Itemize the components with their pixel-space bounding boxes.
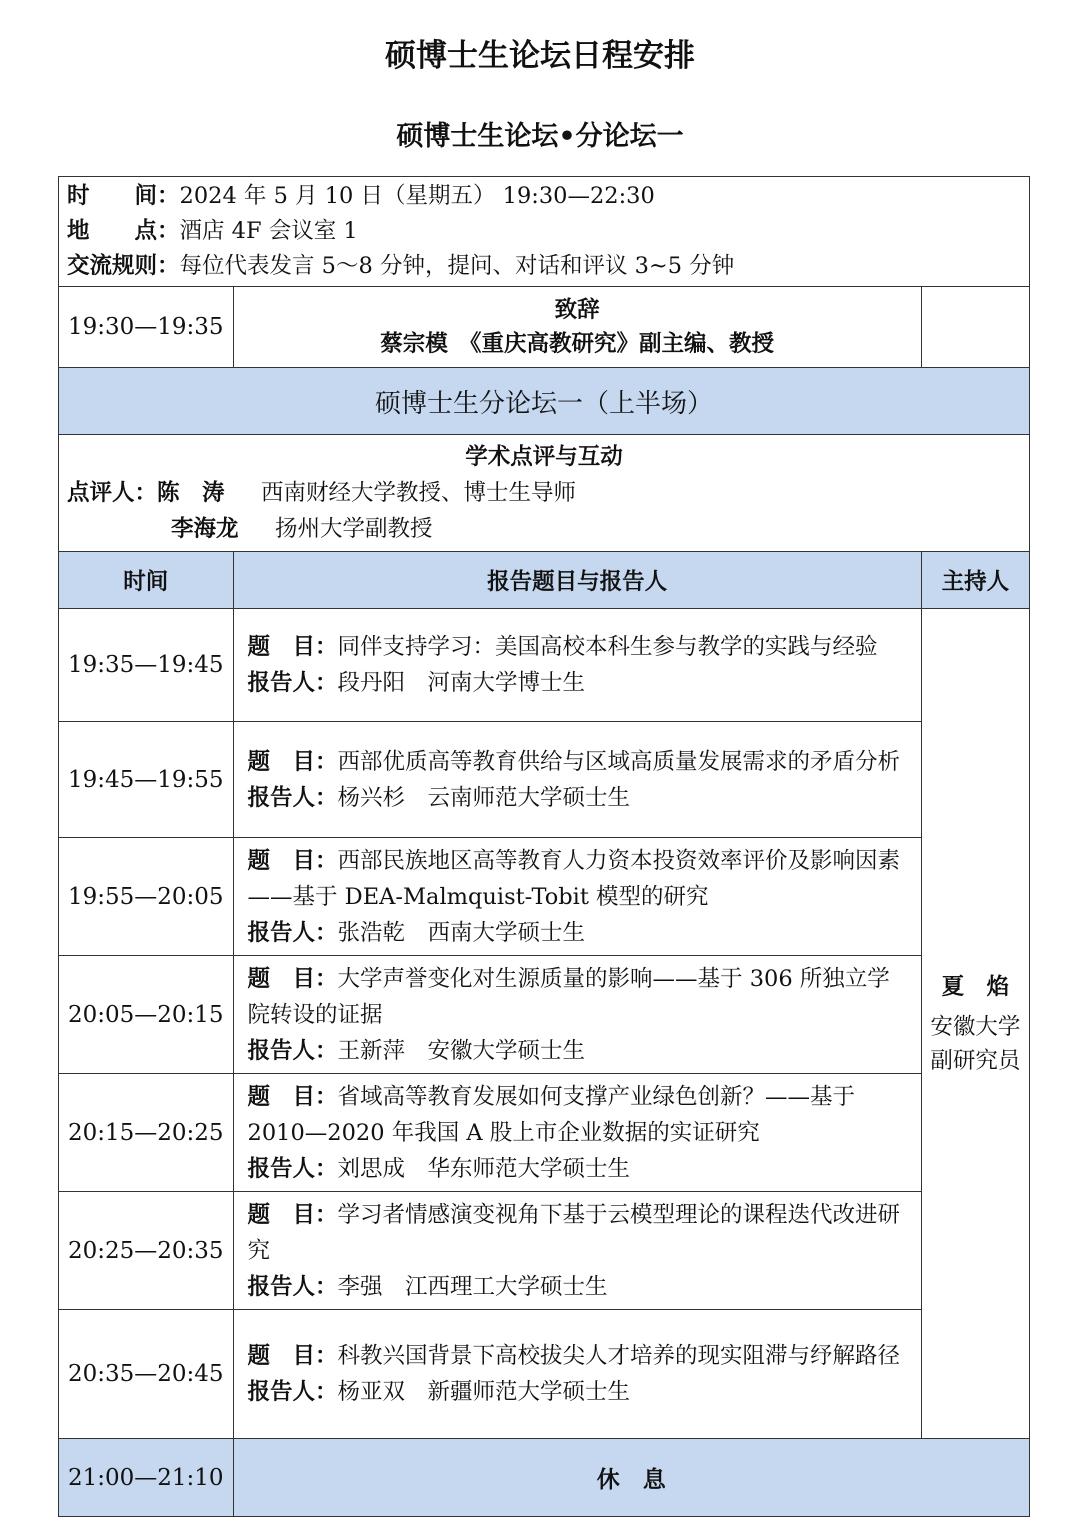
info-row — [59, 177, 1030, 287]
talk-topic: 同伴支持学习：美国高校本科生参与教学的实践与经验 — [337, 634, 878, 660]
talk-topic: 西部优质高等教育供给与区域高质量发展需求的矛盾分析 — [337, 748, 901, 775]
info-place — [67, 214, 1021, 249]
table-row — [59, 1192, 1030, 1310]
talk-speaker: 段丹阳 河南大学博士生 — [337, 670, 586, 696]
talk-speaker-line — [248, 1269, 909, 1305]
talk-speaker-line — [248, 780, 909, 816]
table-row — [59, 1074, 1030, 1192]
header-topic: 报告题目与报告人 — [233, 552, 921, 609]
break-row — [59, 1439, 1030, 1517]
opening-title: 致辞 — [554, 297, 600, 323]
talk-speaker-line — [248, 1151, 909, 1187]
talk-cell — [233, 1192, 921, 1310]
reviewer-2 — [67, 511, 1021, 547]
header-time: 时间 — [59, 552, 234, 609]
info-time-value: 2024 年 5 月 10 日（星期五） 19:30—22:30 — [179, 183, 655, 209]
talk-speaker-line — [248, 1374, 909, 1410]
talk-cell — [233, 838, 921, 956]
talk-cell — [233, 1310, 921, 1439]
talk-speaker: 杨兴杉 云南师范大学硕士生 — [337, 784, 631, 811]
talk-cell — [233, 722, 921, 838]
header-host: 主持人 — [921, 552, 1029, 609]
opening-cell — [233, 287, 921, 368]
break-time: 21:00—21:10 — [59, 1439, 234, 1517]
speaker-label: 报告人： — [247, 670, 338, 696]
opening-row — [59, 287, 1030, 368]
topic-label: 题 目： — [247, 1083, 338, 1110]
talk-topic-line — [248, 629, 909, 665]
info-rule-label: 交流规则： — [67, 253, 180, 279]
talk-time: 20:05—20:15 — [59, 956, 234, 1074]
speaker-label: 报告人： — [247, 1379, 338, 1405]
review-title: 学术点评与互动 — [465, 444, 623, 470]
talk-speaker-line — [248, 665, 909, 701]
speaker-label: 报告人： — [247, 1037, 338, 1064]
topic-label: 题 目： — [247, 1343, 338, 1369]
talk-speaker: 李强 江西理工大学硕士生 — [337, 1273, 608, 1300]
talk-topic-line — [248, 1197, 909, 1269]
reviewer-2-desc: 扬州大学副教授 — [275, 516, 433, 542]
talk-topic: 西部民族地区高等教育人力资本投资效率评价及影响因素——基于 DEA-Malmquist-Tobit 模型的研究 — [247, 847, 901, 910]
info-place-label: 地 点： — [67, 218, 180, 244]
table-row — [59, 956, 1030, 1074]
reviewer-1 — [67, 475, 1021, 511]
reviewer-1-name: 陈 涛 — [157, 480, 225, 506]
topic-label: 题 目： — [247, 1201, 338, 1228]
talk-time: 20:15—20:25 — [59, 1074, 234, 1192]
host-cell — [921, 609, 1029, 1439]
table-header-row — [59, 552, 1030, 609]
table-row — [59, 609, 1030, 722]
talk-speaker: 刘思成 华东师范大学硕士生 — [337, 1155, 631, 1182]
topic-label: 题 目： — [247, 847, 338, 874]
info-rule — [67, 249, 1021, 284]
opening-time: 19:30—19:35 — [59, 287, 234, 368]
page-title: 硕博士生论坛日程安排 — [385, 38, 695, 74]
talk-time: 19:45—19:55 — [59, 722, 234, 838]
opening-speaker: 蔡宗模 《重庆高教研究》副主编、教授 — [380, 331, 774, 357]
speaker-label: 报告人： — [247, 919, 338, 946]
talk-time: 19:35—19:45 — [59, 609, 234, 722]
talk-cell — [233, 609, 921, 722]
reviewer-2-name: 李海龙 — [171, 516, 239, 542]
speaker-label: 报告人： — [247, 1155, 338, 1182]
talk-topic: 省域高等教育发展如何支撑产业绿色创新？——基于 2010—2020 年我国 A 股上市企业数据的实证研究 — [247, 1083, 856, 1146]
talk-topic: 科教兴国背景下高校拔尖人才培养的现实阻滞与纾解路径 — [337, 1343, 901, 1369]
host-name: 夏 焰 — [941, 973, 1010, 1000]
topic-label: 题 目： — [247, 748, 338, 775]
topic-label: 题 目： — [247, 634, 338, 660]
info-cell — [59, 177, 1030, 287]
info-time-label: 时 间： — [67, 183, 180, 209]
speaker-label: 报告人： — [247, 1273, 338, 1300]
talk-topic: 学习者情感演变视角下基于云模型理论的课程迭代改进研究 — [247, 1201, 901, 1264]
talk-topic-line — [248, 744, 909, 780]
info-time — [67, 179, 1021, 214]
talk-time: 19:55—20:05 — [59, 838, 234, 956]
host-title: 安徽大学副研究员 — [930, 1013, 1021, 1074]
topic-label: 题 目： — [247, 965, 338, 992]
talk-speaker-line — [248, 915, 909, 951]
table-row — [59, 838, 1030, 956]
review-row — [59, 435, 1030, 552]
break-label: 休 息 — [233, 1439, 1029, 1517]
opening-empty-cell — [921, 287, 1029, 368]
talk-speaker: 张浩乾 西南大学硕士生 — [337, 919, 586, 946]
speaker-label: 报告人： — [247, 784, 338, 811]
session-band-row — [59, 368, 1030, 435]
table-row — [59, 722, 1030, 838]
talk-cell — [233, 956, 921, 1074]
talk-time: 20:25—20:35 — [59, 1192, 234, 1310]
table-row — [59, 1310, 1030, 1439]
talk-speaker-line — [248, 1033, 909, 1069]
talk-cell — [233, 1074, 921, 1192]
talk-topic-line — [248, 1338, 909, 1374]
info-place-value: 酒店 4F 会议室 1 — [179, 218, 358, 244]
review-label: 点评人： — [67, 480, 158, 506]
talk-topic-line — [248, 843, 909, 915]
review-cell — [59, 435, 1030, 552]
talk-topic: 大学声誉变化对生源质量的影响——基于 306 所独立学院转设的证据 — [247, 965, 890, 1028]
talk-topic-line — [248, 1079, 909, 1151]
talk-speaker: 王新萍 安徽大学硕士生 — [337, 1037, 586, 1064]
talk-speaker: 杨亚双 新疆师范大学硕士生 — [337, 1379, 631, 1405]
session-band: 硕博士生分论坛一（上半场） — [59, 368, 1030, 435]
talk-topic-line — [248, 961, 909, 1033]
talk-time: 20:35—20:45 — [59, 1310, 234, 1439]
info-rule-value: 每位代表发言 5～8 分钟，提问、对话和评议 3~5 分钟 — [179, 253, 735, 279]
page-subtitle: 硕博士生论坛•分论坛一 — [396, 121, 684, 152]
reviewer-1-desc: 西南财经大学教授、博士生导师 — [261, 480, 577, 506]
schedule-table — [58, 176, 1030, 1517]
